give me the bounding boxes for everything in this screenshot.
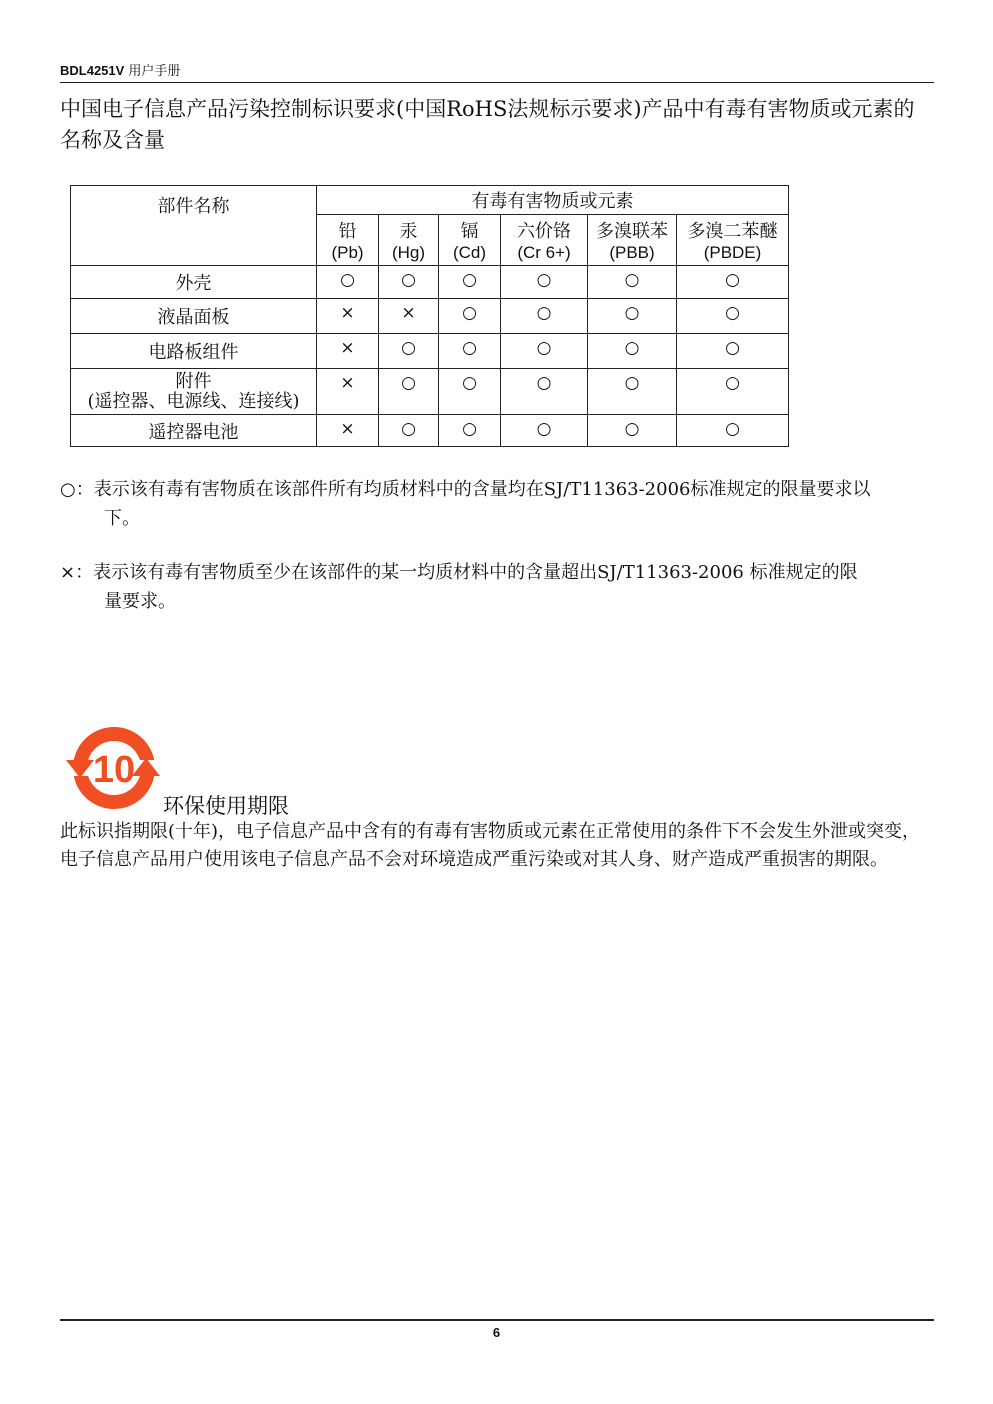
- substances-header: 有毒有害物质或元素: [317, 186, 789, 215]
- part-name: 电路板组件: [71, 334, 317, 369]
- value-cell: ○: [588, 369, 677, 415]
- note-text-cont: 量要求。: [104, 591, 176, 612]
- table-row: [71, 415, 789, 447]
- value-cell: ○: [501, 299, 588, 334]
- note-circle: [60, 475, 934, 533]
- epup-10-logo-icon: [64, 724, 162, 812]
- value-cell: ○: [379, 266, 439, 299]
- table-row: [71, 266, 789, 299]
- col-symbol: (Cd): [452, 243, 487, 262]
- cross-mark: ×：: [60, 562, 94, 583]
- col-header: [317, 215, 379, 266]
- part-name: 液晶面板: [71, 299, 317, 334]
- col-name: 镉: [460, 221, 479, 242]
- col-name: 多溴二苯醚: [687, 221, 778, 242]
- col-name: 汞: [399, 221, 418, 242]
- value-cell: ○: [439, 299, 501, 334]
- note-text: 表示该有毒有害物质在该部件所有均质材料中的含量均在SJ/T11363-2006标准规定的限量要求以: [93, 479, 871, 500]
- value-cell: ○: [677, 299, 789, 334]
- value-cell: ○: [677, 266, 789, 299]
- part-name-sub: (遥控器、电源线、连接线): [87, 390, 300, 412]
- value-cell: ×: [317, 415, 379, 447]
- value-cell: ○: [501, 334, 588, 369]
- epup-description: 此标识指期限(十年)，电子信息产品中含有的有毒有害物质或元素在正常使用的条件下不会发生外泄或突变，电子信息产品用户使用该电子信息产品不会对环境造成严重污染或对其人身、财产造成严重损害的期限。: [60, 821, 921, 870]
- value-cell: ×: [317, 299, 379, 334]
- page-header: [60, 60, 934, 83]
- logo-number: 10: [92, 749, 136, 791]
- col-header: [588, 215, 677, 266]
- header-model: BDL4251V: [60, 63, 125, 78]
- note-text: 表示该有毒有害物质至少在该部件的某一均质材料中的含量超出SJ/T11363-2006 标准规定的限: [93, 562, 858, 583]
- note-cross: [60, 558, 934, 616]
- value-cell: ×: [379, 299, 439, 334]
- page-number: 6: [492, 1325, 501, 1340]
- col-symbol: (Cr 6+): [517, 243, 571, 262]
- page-title: 中国电子信息产品污染控制标识要求(中国RoHS法规标示要求)产品中有毒有害物质或元素的名称及含量: [60, 97, 915, 152]
- value-cell: ○: [501, 266, 588, 299]
- col-name: 多溴联苯: [596, 221, 668, 242]
- part-name: 遥控器电池: [71, 415, 317, 447]
- footer-divider: [60, 1319, 934, 1321]
- table-row: [71, 334, 789, 369]
- value-cell: ○: [379, 334, 439, 369]
- part-name: [71, 369, 317, 415]
- value-cell: ×: [317, 334, 379, 369]
- hazardous-substance-table: [70, 185, 789, 447]
- part-name-header: 部件名称: [71, 186, 317, 266]
- col-symbol: (PBB): [609, 243, 655, 262]
- table-row: [71, 369, 789, 415]
- col-name: 六价铬: [517, 221, 571, 242]
- value-cell: ○: [677, 334, 789, 369]
- circle-mark: ○：: [60, 479, 94, 500]
- value-cell: ○: [439, 369, 501, 415]
- col-header: [439, 215, 501, 266]
- value-cell: ○: [588, 334, 677, 369]
- col-header: [379, 215, 439, 266]
- col-symbol: (Pb): [331, 243, 364, 262]
- value-cell: ○: [588, 299, 677, 334]
- value-cell: ○: [379, 415, 439, 447]
- value-cell: ○: [379, 369, 439, 415]
- value-cell: ○: [588, 415, 677, 447]
- value-cell: ○: [588, 266, 677, 299]
- table-row: [71, 299, 789, 334]
- part-name: 外壳: [71, 266, 317, 299]
- col-symbol: (Hg): [391, 243, 426, 262]
- value-cell: ○: [439, 266, 501, 299]
- col-name: 铅: [338, 221, 357, 242]
- value-cell: ○: [317, 266, 379, 299]
- note-text-cont: 下。: [104, 508, 140, 529]
- epup-title: 环保使用期限: [163, 794, 289, 818]
- value-cell: ×: [317, 369, 379, 415]
- col-symbol: (PBDE): [703, 243, 762, 262]
- value-cell: ○: [677, 415, 789, 447]
- value-cell: ○: [501, 369, 588, 415]
- col-header: [501, 215, 588, 266]
- value-cell: ○: [439, 415, 501, 447]
- value-cell: ○: [439, 334, 501, 369]
- value-cell: ○: [501, 415, 588, 447]
- col-header: [677, 215, 789, 266]
- part-name-main: 附件: [175, 370, 212, 392]
- value-cell: ○: [677, 369, 789, 415]
- header-subtitle: 用户手册: [128, 64, 181, 79]
